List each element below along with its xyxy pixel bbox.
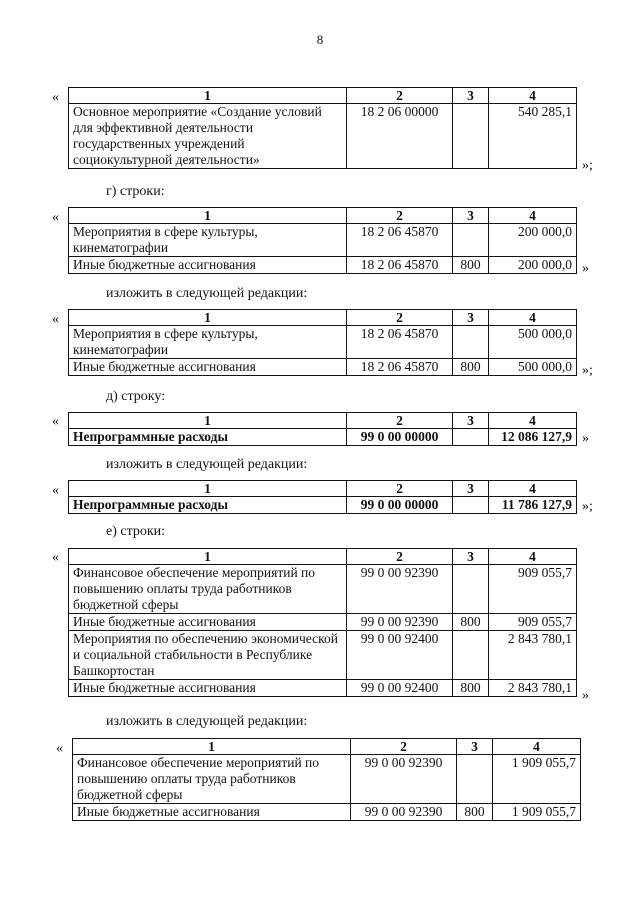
table-3 <box>68 309 577 376</box>
row-code: 18 2 06 45870 <box>347 326 453 359</box>
row-amount: 2 843 780,1 <box>489 680 577 697</box>
row-code: 99 0 00 92390 <box>351 755 457 804</box>
row-amount: 1 909 055,7 <box>493 804 581 821</box>
row-vr: 800 <box>457 804 493 821</box>
row-name: Финансовое обеспечение мероприятий по повышению оплаты труда работников бюджетной сферы <box>69 565 347 614</box>
header-col-4: 4 <box>489 208 577 224</box>
page-number: 8 <box>316 32 324 47</box>
row-vr <box>453 104 489 169</box>
table-row <box>69 104 577 169</box>
row-amount: 1 909 055,7 <box>493 755 581 804</box>
header-col-2: 2 <box>351 739 457 755</box>
header-col-2: 2 <box>347 549 453 565</box>
table-row <box>69 680 577 697</box>
row-vr <box>457 755 493 804</box>
row-name: Мероприятия по обеспечению экономической и социальной стабильности в Республике Башкортостан <box>69 631 347 680</box>
row-name: Иные бюджетные ассигнования <box>69 257 347 274</box>
table-4 <box>68 412 577 446</box>
paragraph-g: г) строки: <box>106 184 165 199</box>
row-vr: 800 <box>453 359 489 376</box>
paragraph-edit-3: изложить в следующей редакции: <box>106 714 308 729</box>
open-quote: « <box>52 414 59 429</box>
header-col-3: 3 <box>453 88 489 104</box>
close-quote: »; <box>582 499 593 514</box>
row-name: Иные бюджетные ассигнования <box>69 614 347 631</box>
table-2 <box>68 207 577 274</box>
close-quote: »; <box>582 158 593 173</box>
open-quote: « <box>56 741 63 756</box>
row-amount: 200 000,0 <box>489 257 577 274</box>
table-header <box>69 208 577 224</box>
row-code: 99 0 00 00000 <box>347 497 453 514</box>
row-amount: 200 000,0 <box>489 224 577 257</box>
row-amount: 909 055,7 <box>489 565 577 614</box>
table-1 <box>68 87 577 169</box>
table-row <box>69 224 577 257</box>
close-quote: » <box>582 431 589 446</box>
header-col-4: 4 <box>489 549 577 565</box>
table-row <box>69 497 577 514</box>
header-col-4: 4 <box>489 413 577 429</box>
open-quote: « <box>52 90 59 105</box>
row-vr: 800 <box>453 680 489 697</box>
header-col-4: 4 <box>489 88 577 104</box>
row-code: 99 0 00 00000 <box>347 429 453 446</box>
row-amount: 11 786 127,9 <box>489 497 577 514</box>
header-col-2: 2 <box>347 310 453 326</box>
row-vr <box>453 224 489 257</box>
row-name: Финансовое обеспечение мероприятий по повышению оплаты труда работников бюджетной сферы <box>73 755 351 804</box>
row-name: Иные бюджетные ассигнования <box>69 680 347 697</box>
row-code: 18 2 06 45870 <box>347 359 453 376</box>
row-name: Непрограммные расходы <box>69 429 347 446</box>
table-header <box>69 481 577 497</box>
table-header <box>69 310 577 326</box>
table-row <box>69 359 577 376</box>
row-vr: 800 <box>453 257 489 274</box>
close-quote: »; <box>582 363 593 378</box>
header-col-3: 3 <box>457 739 493 755</box>
row-code: 99 0 00 92390 <box>347 614 453 631</box>
header-col-3: 3 <box>453 549 489 565</box>
header-col-2: 2 <box>347 413 453 429</box>
row-vr <box>453 565 489 614</box>
close-quote: » <box>582 688 589 703</box>
row-code: 99 0 00 92390 <box>351 804 457 821</box>
table-row <box>73 755 581 804</box>
header-col-3: 3 <box>453 310 489 326</box>
row-amount: 540 285,1 <box>489 104 577 169</box>
table-row <box>69 565 577 614</box>
row-name: Иные бюджетные ассигнования <box>73 804 351 821</box>
header-col-4: 4 <box>493 739 581 755</box>
row-vr <box>453 429 489 446</box>
row-code: 99 0 00 92400 <box>347 680 453 697</box>
table-header <box>69 88 577 104</box>
row-name: Основное мероприятие «Создание условий для эффективной деятельности государственных учреждений социокультурной деятельности» <box>69 104 347 169</box>
table-5 <box>68 480 577 514</box>
paragraph-e: е) строки: <box>106 524 166 539</box>
header-col-3: 3 <box>453 413 489 429</box>
row-amount: 500 000,0 <box>489 359 577 376</box>
header-col-1: 1 <box>69 310 347 326</box>
row-code: 99 0 00 92390 <box>347 565 453 614</box>
row-vr <box>453 326 489 359</box>
header-col-1: 1 <box>69 88 347 104</box>
header-col-1: 1 <box>69 413 347 429</box>
table-row <box>69 614 577 631</box>
row-code: 99 0 00 92400 <box>347 631 453 680</box>
table-row <box>69 429 577 446</box>
row-amount: 12 086 127,9 <box>489 429 577 446</box>
open-quote: « <box>52 483 59 498</box>
row-name: Непрограммные расходы <box>69 497 347 514</box>
paragraph-d: д) строку: <box>106 389 166 404</box>
row-amount: 500 000,0 <box>489 326 577 359</box>
header-col-1: 1 <box>69 208 347 224</box>
header-col-4: 4 <box>489 481 577 497</box>
table-row <box>69 326 577 359</box>
row-code: 18 2 06 45870 <box>347 257 453 274</box>
table-6 <box>68 548 577 697</box>
close-quote: » <box>582 261 589 276</box>
table-row <box>69 257 577 274</box>
row-name: Мероприятия в сфере культуры, кинематографии <box>69 326 347 359</box>
header-col-2: 2 <box>347 481 453 497</box>
header-col-1: 1 <box>69 481 347 497</box>
row-vr: 800 <box>453 614 489 631</box>
row-name: Мероприятия в сфере культуры, кинематографии <box>69 224 347 257</box>
table-header <box>69 549 577 565</box>
table-header <box>69 413 577 429</box>
header-col-1: 1 <box>69 549 347 565</box>
header-col-3: 3 <box>453 208 489 224</box>
open-quote: « <box>52 550 59 565</box>
table-row <box>69 631 577 680</box>
row-amount: 909 055,7 <box>489 614 577 631</box>
row-vr <box>453 631 489 680</box>
table-7 <box>72 738 581 821</box>
row-amount: 2 843 780,1 <box>489 631 577 680</box>
row-code: 18 2 06 00000 <box>347 104 453 169</box>
row-name: Иные бюджетные ассигнования <box>69 359 347 376</box>
header-col-2: 2 <box>347 88 453 104</box>
header-col-3: 3 <box>453 481 489 497</box>
open-quote: « <box>52 210 59 225</box>
row-code: 18 2 06 45870 <box>347 224 453 257</box>
table-header <box>73 739 581 755</box>
paragraph-edit-1: изложить в следующей редакции: <box>106 286 308 301</box>
header-col-4: 4 <box>489 310 577 326</box>
table-row <box>73 804 581 821</box>
header-col-1: 1 <box>73 739 351 755</box>
header-col-2: 2 <box>347 208 453 224</box>
row-vr <box>453 497 489 514</box>
paragraph-edit-2: изложить в следующей редакции: <box>106 457 308 472</box>
open-quote: « <box>52 312 59 327</box>
